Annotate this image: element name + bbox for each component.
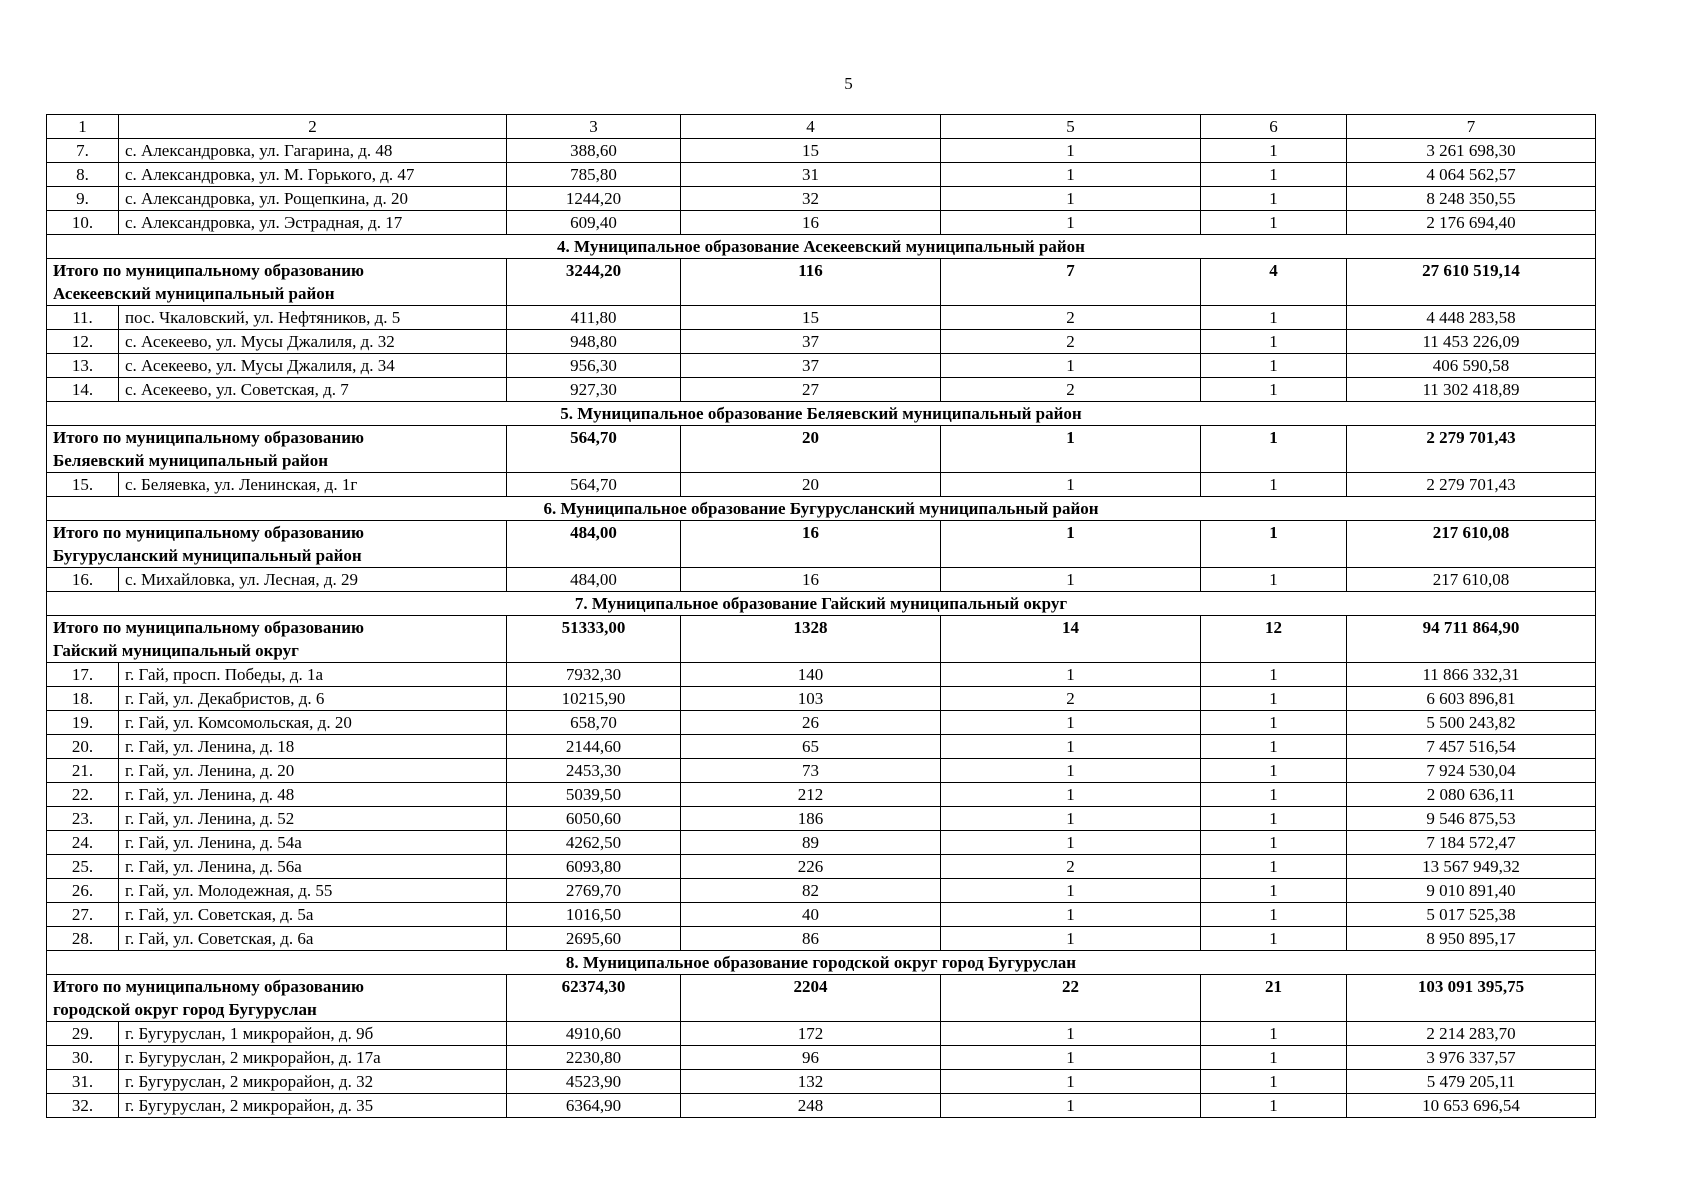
col6-cell: 1 <box>1201 1094 1347 1118</box>
area-cell: 6093,80 <box>507 855 681 879</box>
area-cell: 927,30 <box>507 378 681 402</box>
col6-cell: 1 <box>1201 879 1347 903</box>
table-row <box>47 927 1596 951</box>
total-residents: 2204 <box>681 975 941 1022</box>
header-cell: 1 <box>47 115 119 139</box>
cost-cell: 9 010 891,40 <box>1347 879 1596 903</box>
address-cell: г. Бугуруслан, 1 микрорайон, д. 9б <box>119 1022 507 1046</box>
col6-cell: 1 <box>1201 211 1347 235</box>
cost-cell: 5 017 525,38 <box>1347 903 1596 927</box>
section-title: 8. Муниципальное образование городской округ город Бугуруслан <box>47 951 1596 975</box>
section-title: 4. Муниципальное образование Асекеевский муниципальный район <box>47 235 1596 259</box>
row-number: 17. <box>47 663 119 687</box>
address-cell: с. Александровка, ул. Рощепкина, д. 20 <box>119 187 507 211</box>
table-row <box>47 807 1596 831</box>
total-label <box>47 521 507 568</box>
cost-cell: 217 610,08 <box>1347 568 1596 592</box>
total-label-line1: Итого по муниципальному образованию <box>53 977 364 996</box>
total-row <box>47 521 1596 568</box>
table-row <box>47 187 1596 211</box>
col5-cell: 1 <box>941 187 1201 211</box>
table-row <box>47 663 1596 687</box>
residents-cell: 20 <box>681 473 941 497</box>
total-col5: 14 <box>941 616 1201 663</box>
row-number: 20. <box>47 735 119 759</box>
address-cell: с. Асекеево, ул. Советская, д. 7 <box>119 378 507 402</box>
residents-cell: 65 <box>681 735 941 759</box>
col5-cell: 1 <box>941 663 1201 687</box>
col5-cell: 2 <box>941 687 1201 711</box>
area-cell: 388,60 <box>507 139 681 163</box>
residents-cell: 26 <box>681 711 941 735</box>
address-cell: г. Бугуруслан, 2 микрорайон, д. 35 <box>119 1094 507 1118</box>
cost-cell: 10 653 696,54 <box>1347 1094 1596 1118</box>
address-cell: с. Александровка, ул. Гагарина, д. 48 <box>119 139 507 163</box>
section-title: 5. Муниципальное образование Беляевский муниципальный район <box>47 402 1596 426</box>
header-cell: 2 <box>119 115 507 139</box>
total-label-line2: Гайский муниципальный округ <box>53 641 299 660</box>
total-cost: 27 610 519,14 <box>1347 259 1596 306</box>
row-number: 29. <box>47 1022 119 1046</box>
address-cell: г. Бугуруслан, 2 микрорайон, д. 32 <box>119 1070 507 1094</box>
row-number: 27. <box>47 903 119 927</box>
col5-cell: 1 <box>941 139 1201 163</box>
address-cell: г. Гай, ул. Советская, д. 6а <box>119 927 507 951</box>
area-cell: 4523,90 <box>507 1070 681 1094</box>
col6-cell: 1 <box>1201 855 1347 879</box>
total-col6: 1 <box>1201 426 1347 473</box>
residents-cell: 172 <box>681 1022 941 1046</box>
total-col5: 1 <box>941 426 1201 473</box>
residents-cell: 31 <box>681 163 941 187</box>
cost-cell: 4 448 283,58 <box>1347 306 1596 330</box>
total-label-line2: Асекеевский муниципальный район <box>53 284 335 303</box>
residents-cell: 37 <box>681 354 941 378</box>
residents-cell: 16 <box>681 568 941 592</box>
col5-cell: 1 <box>941 831 1201 855</box>
cost-cell: 3 261 698,30 <box>1347 139 1596 163</box>
header-cell: 6 <box>1201 115 1347 139</box>
total-area: 564,70 <box>507 426 681 473</box>
table-row <box>47 568 1596 592</box>
total-residents: 16 <box>681 521 941 568</box>
table-row <box>47 211 1596 235</box>
address-cell: с. Асекеево, ул. Мусы Джалиля, д. 34 <box>119 354 507 378</box>
total-row <box>47 426 1596 473</box>
total-label-line1: Итого по муниципальному образованию <box>53 428 364 447</box>
address-cell: с. Александровка, ул. Эстрадная, д. 17 <box>119 211 507 235</box>
total-cost: 2 279 701,43 <box>1347 426 1596 473</box>
address-cell: г. Гай, ул. Ленина, д. 56а <box>119 855 507 879</box>
cost-cell: 13 567 949,32 <box>1347 855 1596 879</box>
table-row <box>47 354 1596 378</box>
total-label-line1: Итого по муниципальному образованию <box>53 261 364 280</box>
address-cell: пос. Чкаловский, ул. Нефтяников, д. 5 <box>119 306 507 330</box>
table-row <box>47 473 1596 497</box>
col6-cell: 1 <box>1201 1022 1347 1046</box>
col6-cell: 1 <box>1201 378 1347 402</box>
cost-cell: 7 184 572,47 <box>1347 831 1596 855</box>
residents-cell: 140 <box>681 663 941 687</box>
cost-cell: 2 214 283,70 <box>1347 1022 1596 1046</box>
col6-cell: 1 <box>1201 163 1347 187</box>
total-label <box>47 975 507 1022</box>
row-number: 8. <box>47 163 119 187</box>
row-number: 26. <box>47 879 119 903</box>
col5-cell: 1 <box>941 783 1201 807</box>
total-col5: 22 <box>941 975 1201 1022</box>
total-area: 484,00 <box>507 521 681 568</box>
col5-cell: 1 <box>941 735 1201 759</box>
col5-cell: 1 <box>941 568 1201 592</box>
area-cell: 956,30 <box>507 354 681 378</box>
section-title: 7. Муниципальное образование Гайский муниципальный округ <box>47 592 1596 616</box>
total-label-line2: Бугурусланский муниципальный район <box>53 546 362 565</box>
residents-cell: 186 <box>681 807 941 831</box>
col6-cell: 1 <box>1201 735 1347 759</box>
housing-table <box>46 114 1596 1118</box>
residents-cell: 132 <box>681 1070 941 1094</box>
cost-cell: 2 080 636,11 <box>1347 783 1596 807</box>
address-cell: с. Александровка, ул. М. Горького, д. 47 <box>119 163 507 187</box>
cost-cell: 3 976 337,57 <box>1347 1046 1596 1070</box>
header-cell: 5 <box>941 115 1201 139</box>
col6-cell: 1 <box>1201 807 1347 831</box>
table-row <box>47 687 1596 711</box>
col6-cell: 1 <box>1201 473 1347 497</box>
col5-cell: 1 <box>941 1094 1201 1118</box>
total-col6: 4 <box>1201 259 1347 306</box>
cost-cell: 7 457 516,54 <box>1347 735 1596 759</box>
header-row <box>47 115 1596 139</box>
total-cost: 103 091 395,75 <box>1347 975 1596 1022</box>
section-header-row <box>47 592 1596 616</box>
address-cell: г. Гай, ул. Ленина, д. 48 <box>119 783 507 807</box>
col6-cell: 1 <box>1201 759 1347 783</box>
area-cell: 2695,60 <box>507 927 681 951</box>
row-number: 21. <box>47 759 119 783</box>
cost-cell: 2 176 694,40 <box>1347 211 1596 235</box>
address-cell: г. Гай, ул. Ленина, д. 52 <box>119 807 507 831</box>
total-residents: 20 <box>681 426 941 473</box>
col5-cell: 1 <box>941 807 1201 831</box>
cost-cell: 11 302 418,89 <box>1347 378 1596 402</box>
residents-cell: 15 <box>681 139 941 163</box>
area-cell: 2230,80 <box>507 1046 681 1070</box>
row-number: 31. <box>47 1070 119 1094</box>
row-number: 10. <box>47 211 119 235</box>
section-header-row <box>47 951 1596 975</box>
header-cell: 3 <box>507 115 681 139</box>
area-cell: 609,40 <box>507 211 681 235</box>
row-number: 23. <box>47 807 119 831</box>
address-cell: г. Гай, просп. Победы, д. 1а <box>119 663 507 687</box>
col6-cell: 1 <box>1201 354 1347 378</box>
col5-cell: 1 <box>941 211 1201 235</box>
table-row <box>47 378 1596 402</box>
table-row <box>47 163 1596 187</box>
col5-cell: 1 <box>941 473 1201 497</box>
table-row <box>47 831 1596 855</box>
row-number: 25. <box>47 855 119 879</box>
total-label-line2: городской округ город Бугуруслан <box>53 1000 317 1019</box>
cost-cell: 2 279 701,43 <box>1347 473 1596 497</box>
area-cell: 785,80 <box>507 163 681 187</box>
page-number: 5 <box>844 74 853 93</box>
col6-cell: 1 <box>1201 330 1347 354</box>
col6-cell: 1 <box>1201 187 1347 211</box>
table-row <box>47 330 1596 354</box>
section-header-row <box>47 497 1596 521</box>
col5-cell: 2 <box>941 855 1201 879</box>
residents-cell: 73 <box>681 759 941 783</box>
address-cell: г. Гай, ул. Молодежная, д. 55 <box>119 879 507 903</box>
residents-cell: 15 <box>681 306 941 330</box>
col6-cell: 1 <box>1201 903 1347 927</box>
cost-cell: 5 500 243,82 <box>1347 711 1596 735</box>
col6-cell: 1 <box>1201 306 1347 330</box>
col6-cell: 1 <box>1201 783 1347 807</box>
row-number: 30. <box>47 1046 119 1070</box>
total-col5: 1 <box>941 521 1201 568</box>
table-row <box>47 1094 1596 1118</box>
row-number: 19. <box>47 711 119 735</box>
row-number: 32. <box>47 1094 119 1118</box>
cost-cell: 9 546 875,53 <box>1347 807 1596 831</box>
total-label <box>47 426 507 473</box>
area-cell: 4262,50 <box>507 831 681 855</box>
total-area: 62374,30 <box>507 975 681 1022</box>
area-cell: 6050,60 <box>507 807 681 831</box>
row-number: 11. <box>47 306 119 330</box>
col6-cell: 1 <box>1201 1070 1347 1094</box>
table-row <box>47 735 1596 759</box>
col5-cell: 1 <box>941 903 1201 927</box>
table-row <box>47 903 1596 927</box>
col5-cell: 1 <box>941 163 1201 187</box>
col6-cell: 1 <box>1201 711 1347 735</box>
row-number: 22. <box>47 783 119 807</box>
area-cell: 6364,90 <box>507 1094 681 1118</box>
header-cell: 7 <box>1347 115 1596 139</box>
area-cell: 658,70 <box>507 711 681 735</box>
address-cell: г. Гай, ул. Ленина, д. 18 <box>119 735 507 759</box>
table-row <box>47 1070 1596 1094</box>
table-row <box>47 139 1596 163</box>
row-number: 24. <box>47 831 119 855</box>
residents-cell: 40 <box>681 903 941 927</box>
total-area: 3244,20 <box>507 259 681 306</box>
total-cost: 217 610,08 <box>1347 521 1596 568</box>
col5-cell: 2 <box>941 378 1201 402</box>
total-residents: 1328 <box>681 616 941 663</box>
residents-cell: 103 <box>681 687 941 711</box>
col6-cell: 1 <box>1201 687 1347 711</box>
row-number: 13. <box>47 354 119 378</box>
table-row <box>47 879 1596 903</box>
residents-cell: 32 <box>681 187 941 211</box>
col5-cell: 2 <box>941 330 1201 354</box>
section-header-row <box>47 235 1596 259</box>
table-body <box>47 115 1596 1118</box>
residents-cell: 96 <box>681 1046 941 1070</box>
area-cell: 1244,20 <box>507 187 681 211</box>
area-cell: 948,80 <box>507 330 681 354</box>
residents-cell: 37 <box>681 330 941 354</box>
row-number: 14. <box>47 378 119 402</box>
col5-cell: 1 <box>941 1022 1201 1046</box>
row-number: 12. <box>47 330 119 354</box>
col5-cell: 2 <box>941 306 1201 330</box>
row-number: 16. <box>47 568 119 592</box>
total-row <box>47 259 1596 306</box>
col5-cell: 1 <box>941 759 1201 783</box>
area-cell: 10215,90 <box>507 687 681 711</box>
row-number: 15. <box>47 473 119 497</box>
residents-cell: 16 <box>681 211 941 235</box>
col5-cell: 1 <box>941 1046 1201 1070</box>
col5-cell: 1 <box>941 354 1201 378</box>
address-cell: с. Михайловка, ул. Лесная, д. 29 <box>119 568 507 592</box>
col6-cell: 1 <box>1201 663 1347 687</box>
cost-cell: 4 064 562,57 <box>1347 163 1596 187</box>
col6-cell: 1 <box>1201 831 1347 855</box>
total-label <box>47 616 507 663</box>
table-row <box>47 306 1596 330</box>
col5-cell: 1 <box>941 1070 1201 1094</box>
table-row <box>47 855 1596 879</box>
area-cell: 5039,50 <box>507 783 681 807</box>
residents-cell: 86 <box>681 927 941 951</box>
cost-cell: 8 248 350,55 <box>1347 187 1596 211</box>
address-cell: с. Асекеево, ул. Мусы Джалиля, д. 32 <box>119 330 507 354</box>
col5-cell: 1 <box>941 711 1201 735</box>
row-number: 9. <box>47 187 119 211</box>
table-row <box>47 759 1596 783</box>
area-cell: 2453,30 <box>507 759 681 783</box>
cost-cell: 6 603 896,81 <box>1347 687 1596 711</box>
total-cost: 94 711 864,90 <box>1347 616 1596 663</box>
area-cell: 484,00 <box>507 568 681 592</box>
residents-cell: 248 <box>681 1094 941 1118</box>
total-label-line2: Беляевский муниципальный район <box>53 451 329 470</box>
total-label <box>47 259 507 306</box>
cost-cell: 11 453 226,09 <box>1347 330 1596 354</box>
cost-cell: 5 479 205,11 <box>1347 1070 1596 1094</box>
total-residents: 116 <box>681 259 941 306</box>
area-cell: 1016,50 <box>507 903 681 927</box>
residents-cell: 89 <box>681 831 941 855</box>
table-row <box>47 711 1596 735</box>
address-cell: с. Беляевка, ул. Ленинская, д. 1г <box>119 473 507 497</box>
area-cell: 7932,30 <box>507 663 681 687</box>
residents-cell: 82 <box>681 879 941 903</box>
area-cell: 564,70 <box>507 473 681 497</box>
section-header-row <box>47 402 1596 426</box>
total-col6: 21 <box>1201 975 1347 1022</box>
header-cell: 4 <box>681 115 941 139</box>
residents-cell: 212 <box>681 783 941 807</box>
col6-cell: 1 <box>1201 927 1347 951</box>
col5-cell: 1 <box>941 927 1201 951</box>
address-cell: г. Гай, ул. Комсомольская, д. 20 <box>119 711 507 735</box>
area-cell: 2769,70 <box>507 879 681 903</box>
total-label-line1: Итого по муниципальному образованию <box>53 618 364 637</box>
row-number: 18. <box>47 687 119 711</box>
residents-cell: 27 <box>681 378 941 402</box>
residents-cell: 226 <box>681 855 941 879</box>
total-col5: 7 <box>941 259 1201 306</box>
cost-cell: 11 866 332,31 <box>1347 663 1596 687</box>
col5-cell: 1 <box>941 879 1201 903</box>
row-number: 7. <box>47 139 119 163</box>
address-cell: г. Гай, ул. Советская, д. 5а <box>119 903 507 927</box>
total-label-line1: Итого по муниципальному образованию <box>53 523 364 542</box>
total-area: 51333,00 <box>507 616 681 663</box>
cost-cell: 406 590,58 <box>1347 354 1596 378</box>
area-cell: 2144,60 <box>507 735 681 759</box>
section-title: 6. Муниципальное образование Бугурусланский муниципальный район <box>47 497 1596 521</box>
cost-cell: 8 950 895,17 <box>1347 927 1596 951</box>
total-col6: 12 <box>1201 616 1347 663</box>
total-col6: 1 <box>1201 521 1347 568</box>
area-cell: 411,80 <box>507 306 681 330</box>
total-row <box>47 975 1596 1022</box>
total-row <box>47 616 1596 663</box>
address-cell: г. Бугуруслан, 2 микрорайон, д. 17а <box>119 1046 507 1070</box>
cost-cell: 7 924 530,04 <box>1347 759 1596 783</box>
table-row <box>47 1022 1596 1046</box>
col6-cell: 1 <box>1201 139 1347 163</box>
address-cell: г. Гай, ул. Ленина, д. 54а <box>119 831 507 855</box>
address-cell: г. Гай, ул. Ленина, д. 20 <box>119 759 507 783</box>
area-cell: 4910,60 <box>507 1022 681 1046</box>
address-cell: г. Гай, ул. Декабристов, д. 6 <box>119 687 507 711</box>
row-number: 28. <box>47 927 119 951</box>
table-row <box>47 1046 1596 1070</box>
col6-cell: 1 <box>1201 1046 1347 1070</box>
col6-cell: 1 <box>1201 568 1347 592</box>
table-row <box>47 783 1596 807</box>
